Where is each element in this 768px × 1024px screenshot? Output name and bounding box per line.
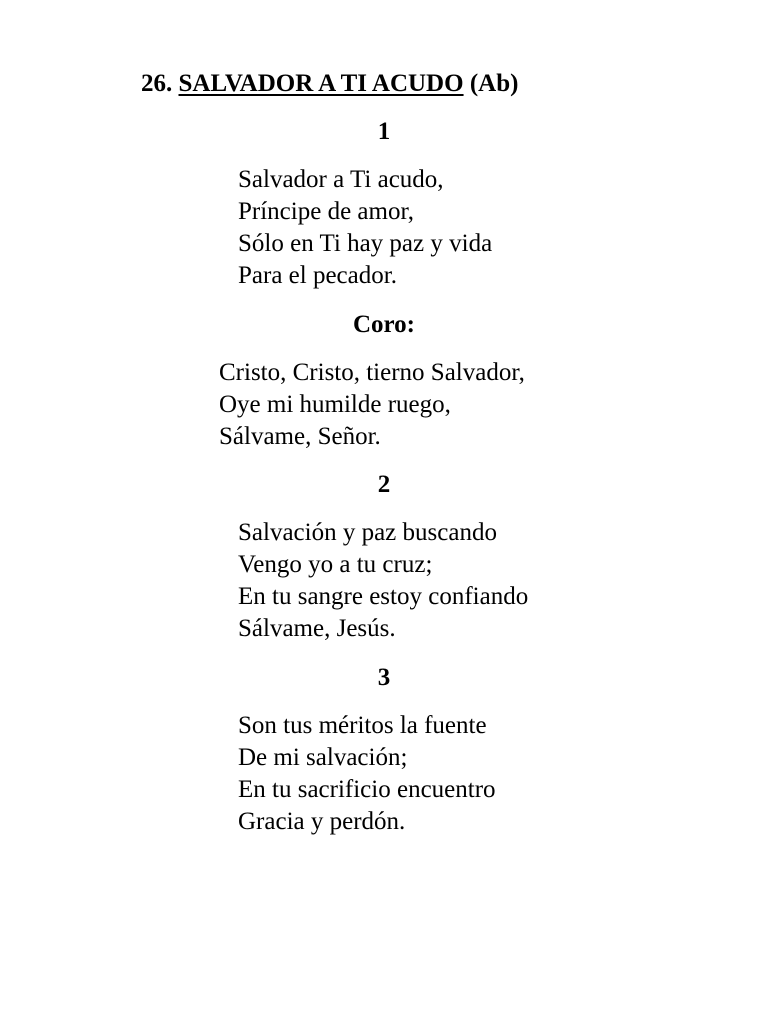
verse-line: Para el pecador. [238,262,397,289]
verse-line: Gracia y perdón. [238,808,406,835]
verse-line: En tu sangre estoy confiando [238,583,529,610]
song-key: (Ab) [469,70,519,97]
verse-1-number: 1 [377,118,391,145]
chorus [219,357,525,453]
chorus-heading: Coro: [352,311,416,338]
verse-line: Sólo en Ti hay paz y vida [238,230,493,257]
verse-line: De mi salvación; [238,744,408,771]
verse-1 [238,164,492,292]
song-number: 26. [141,70,173,97]
chorus-line: Cristo, Cristo, tierno Salvador, [219,359,525,386]
verse-line: En tu sacrificio encuentro [238,776,496,803]
verse-line: Príncipe de amor, [238,198,415,225]
chorus-line: Sálvame, Señor. [219,423,381,450]
verse-line: Son tus méritos la fuente [238,712,487,739]
verse-3-number: 3 [377,664,391,691]
verse-line: Salvación y paz buscando [238,519,497,546]
verse-line: Sálvame, Jesús. [238,615,396,642]
verse-line: Salvador a Ti acudo, [238,166,444,193]
verse-line: Vengo yo a tu cruz; [238,551,433,578]
verse-2 [238,517,528,645]
song-title [141,66,518,102]
verse-3 [238,710,496,838]
verse-2-number: 2 [377,471,391,498]
chorus-line: Oye mi humilde ruego, [219,391,451,418]
song-name: SALVADOR A TI ACUDO [178,70,464,97]
